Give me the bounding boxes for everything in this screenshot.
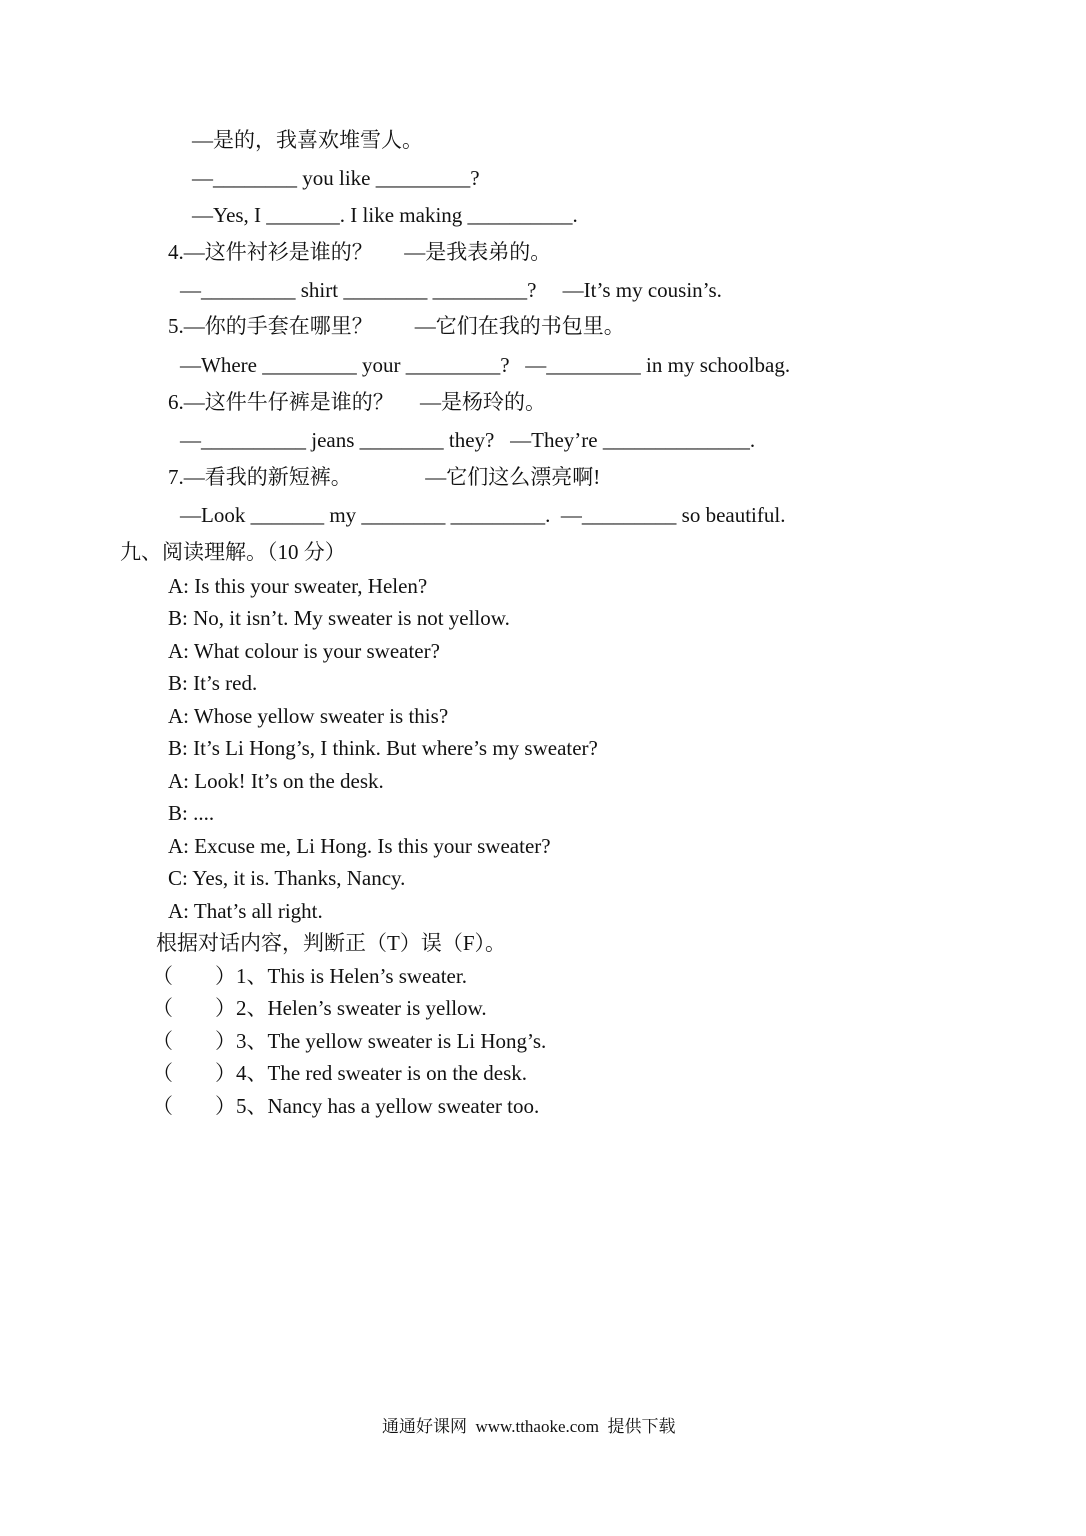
dialogue-line: B: It’s red.: [168, 671, 258, 695]
translation-line: —__________ jeans ________ they? —They’re ______________.: [180, 428, 756, 452]
dialogue-line: B: It’s Li Hong’s, I think. But where’s my sweater?: [168, 736, 598, 760]
section-heading: 九、阅读理解。（10 分）: [120, 540, 346, 564]
dialogue-line: A: Look! It’s on the desk.: [168, 769, 384, 793]
translation-line: —_________ shirt ________ _________? —It’s my cousin’s.: [180, 278, 722, 302]
dialogue-line: B: ....: [168, 801, 215, 825]
true-false-question: （ ）3、The yellow sweater is Li Hong’s.: [152, 1029, 547, 1053]
question-7-prompt: 7.—看我的新短裤。 —它们这么漂亮啊!: [168, 465, 601, 489]
dialogue-line: A: Excuse me, Li Hong. Is this your sweater?: [168, 834, 551, 858]
dialogue-line: B: No, it isn’t. My sweater is not yellow.: [168, 606, 510, 630]
page-footer: 通通好课网 www.tthaoke.com 提供下载: [382, 1417, 676, 1436]
translation-line: —________ you like _________?: [192, 166, 480, 190]
question-4-prompt: 4.—这件衬衫是谁的？ —是我表弟的。: [168, 240, 552, 264]
translation-line: —Where _________ your _________? —_________ in my schoolbag.: [180, 353, 791, 377]
instruction-text: 根据对话内容，判断正（T）误（F）。: [156, 931, 507, 955]
translation-line: —是的，我喜欢堆雪人。: [192, 128, 423, 152]
question-6-prompt: 6.—这件牛仔裤是谁的？ —是杨玲的。: [168, 390, 546, 414]
true-false-question: （ ）2、Helen’s sweater is yellow.: [152, 996, 487, 1020]
translation-line: —Yes, I _______. I like making __________.: [192, 203, 578, 227]
dialogue-line: A: Whose yellow sweater is this?: [168, 704, 449, 728]
true-false-question: （ ）5、Nancy has a yellow sweater too.: [152, 1094, 540, 1118]
dialogue-line: C: Yes, it is. Thanks, Nancy.: [168, 866, 406, 890]
translation-line: —Look _______ my ________ _________. —_________ so beautiful.: [180, 503, 786, 527]
true-false-question: （ ）4、The red sweater is on the desk.: [152, 1061, 527, 1085]
question-5-prompt: 5.—你的手套在哪里？ —它们在我的书包里。: [168, 314, 625, 338]
dialogue-line: A: That’s all right.: [168, 899, 323, 923]
dialogue-line: A: Is this your sweater, Helen?: [168, 574, 428, 598]
true-false-question: （ ）1、This is Helen’s sweater.: [152, 964, 467, 988]
dialogue-line: A: What colour is your sweater?: [168, 639, 440, 663]
